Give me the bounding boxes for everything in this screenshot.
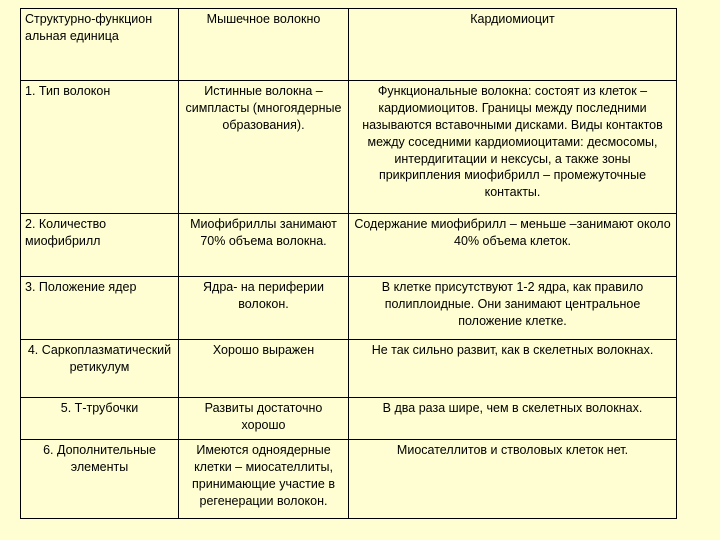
table-row xyxy=(21,398,677,440)
cardiomyocyte-cell: В два раза шире, чем в скелетных волокнах. xyxy=(349,398,677,440)
row-label-fiber-type: 1. Тип волокон xyxy=(21,81,179,214)
cardiomyocyte-cell: Миосателлитов и стволовых клеток нет. xyxy=(349,440,677,519)
muscle-fiber-cell: Имеются одноядерные клетки – миосателлиты, принимающие участие в регенерации волокон. xyxy=(179,440,349,519)
cardiomyocyte-cell: В клетке присутствуют 1-2 ядра, как правило полиплоидные. Они занимают центральное положение клетке. xyxy=(349,277,677,340)
cardiomyocyte-cell: Содержание миофибрилл – меньше –занимают около 40% объема клеток. xyxy=(349,214,677,277)
row-label-additional-elements: 6. Дополнительные элементы xyxy=(21,440,179,519)
muscle-fiber-cell: Хорошо выражен xyxy=(179,340,349,398)
table-row xyxy=(21,214,677,277)
header-muscle-fiber: Мышечное волокно xyxy=(179,9,349,81)
muscle-fiber-cell: Развиты достаточно хорошо xyxy=(179,398,349,440)
row-label-myofibril-count: 2. Количество миофибрилл xyxy=(21,214,179,277)
header-cardiomyocyte: Кардиомиоцит xyxy=(349,9,677,81)
comparison-table xyxy=(20,8,677,519)
muscle-fiber-cell: Истинные волокна – симпласты (многоядерные образования). xyxy=(179,81,349,214)
table-row xyxy=(21,340,677,398)
header-unit: Структурно-функцион альная единица xyxy=(21,9,179,81)
muscle-fiber-cell: Ядра- на периферии волокон. xyxy=(179,277,349,340)
row-label-t-tubules: 5. Т-трубочки xyxy=(21,398,179,440)
cardiomyocyte-cell: Функциональные волокна: состоят из клеток – кардиомиоцитов. Границы между последними называются вставочными дисками. Виды контактов между соседними кардиомиоцитами: десмосомы, интердигитации и нексусы, а также зоны прикрипления миофибрилл – промежуточные контакты. xyxy=(349,81,677,214)
table-row xyxy=(21,440,677,519)
row-label-nuclei-position: 3. Положение ядер xyxy=(21,277,179,340)
row-label-sarcoplasmic-reticulum: 4. Саркоплазматический ретикулум xyxy=(21,340,179,398)
muscle-fiber-cell: Миофибриллы занимают 70% объема волокна. xyxy=(179,214,349,277)
table-row xyxy=(21,81,677,214)
cardiomyocyte-cell: Не так сильно развит, как в скелетных волокнах. xyxy=(349,340,677,398)
table-row xyxy=(21,277,677,340)
table-header-row xyxy=(21,9,677,81)
